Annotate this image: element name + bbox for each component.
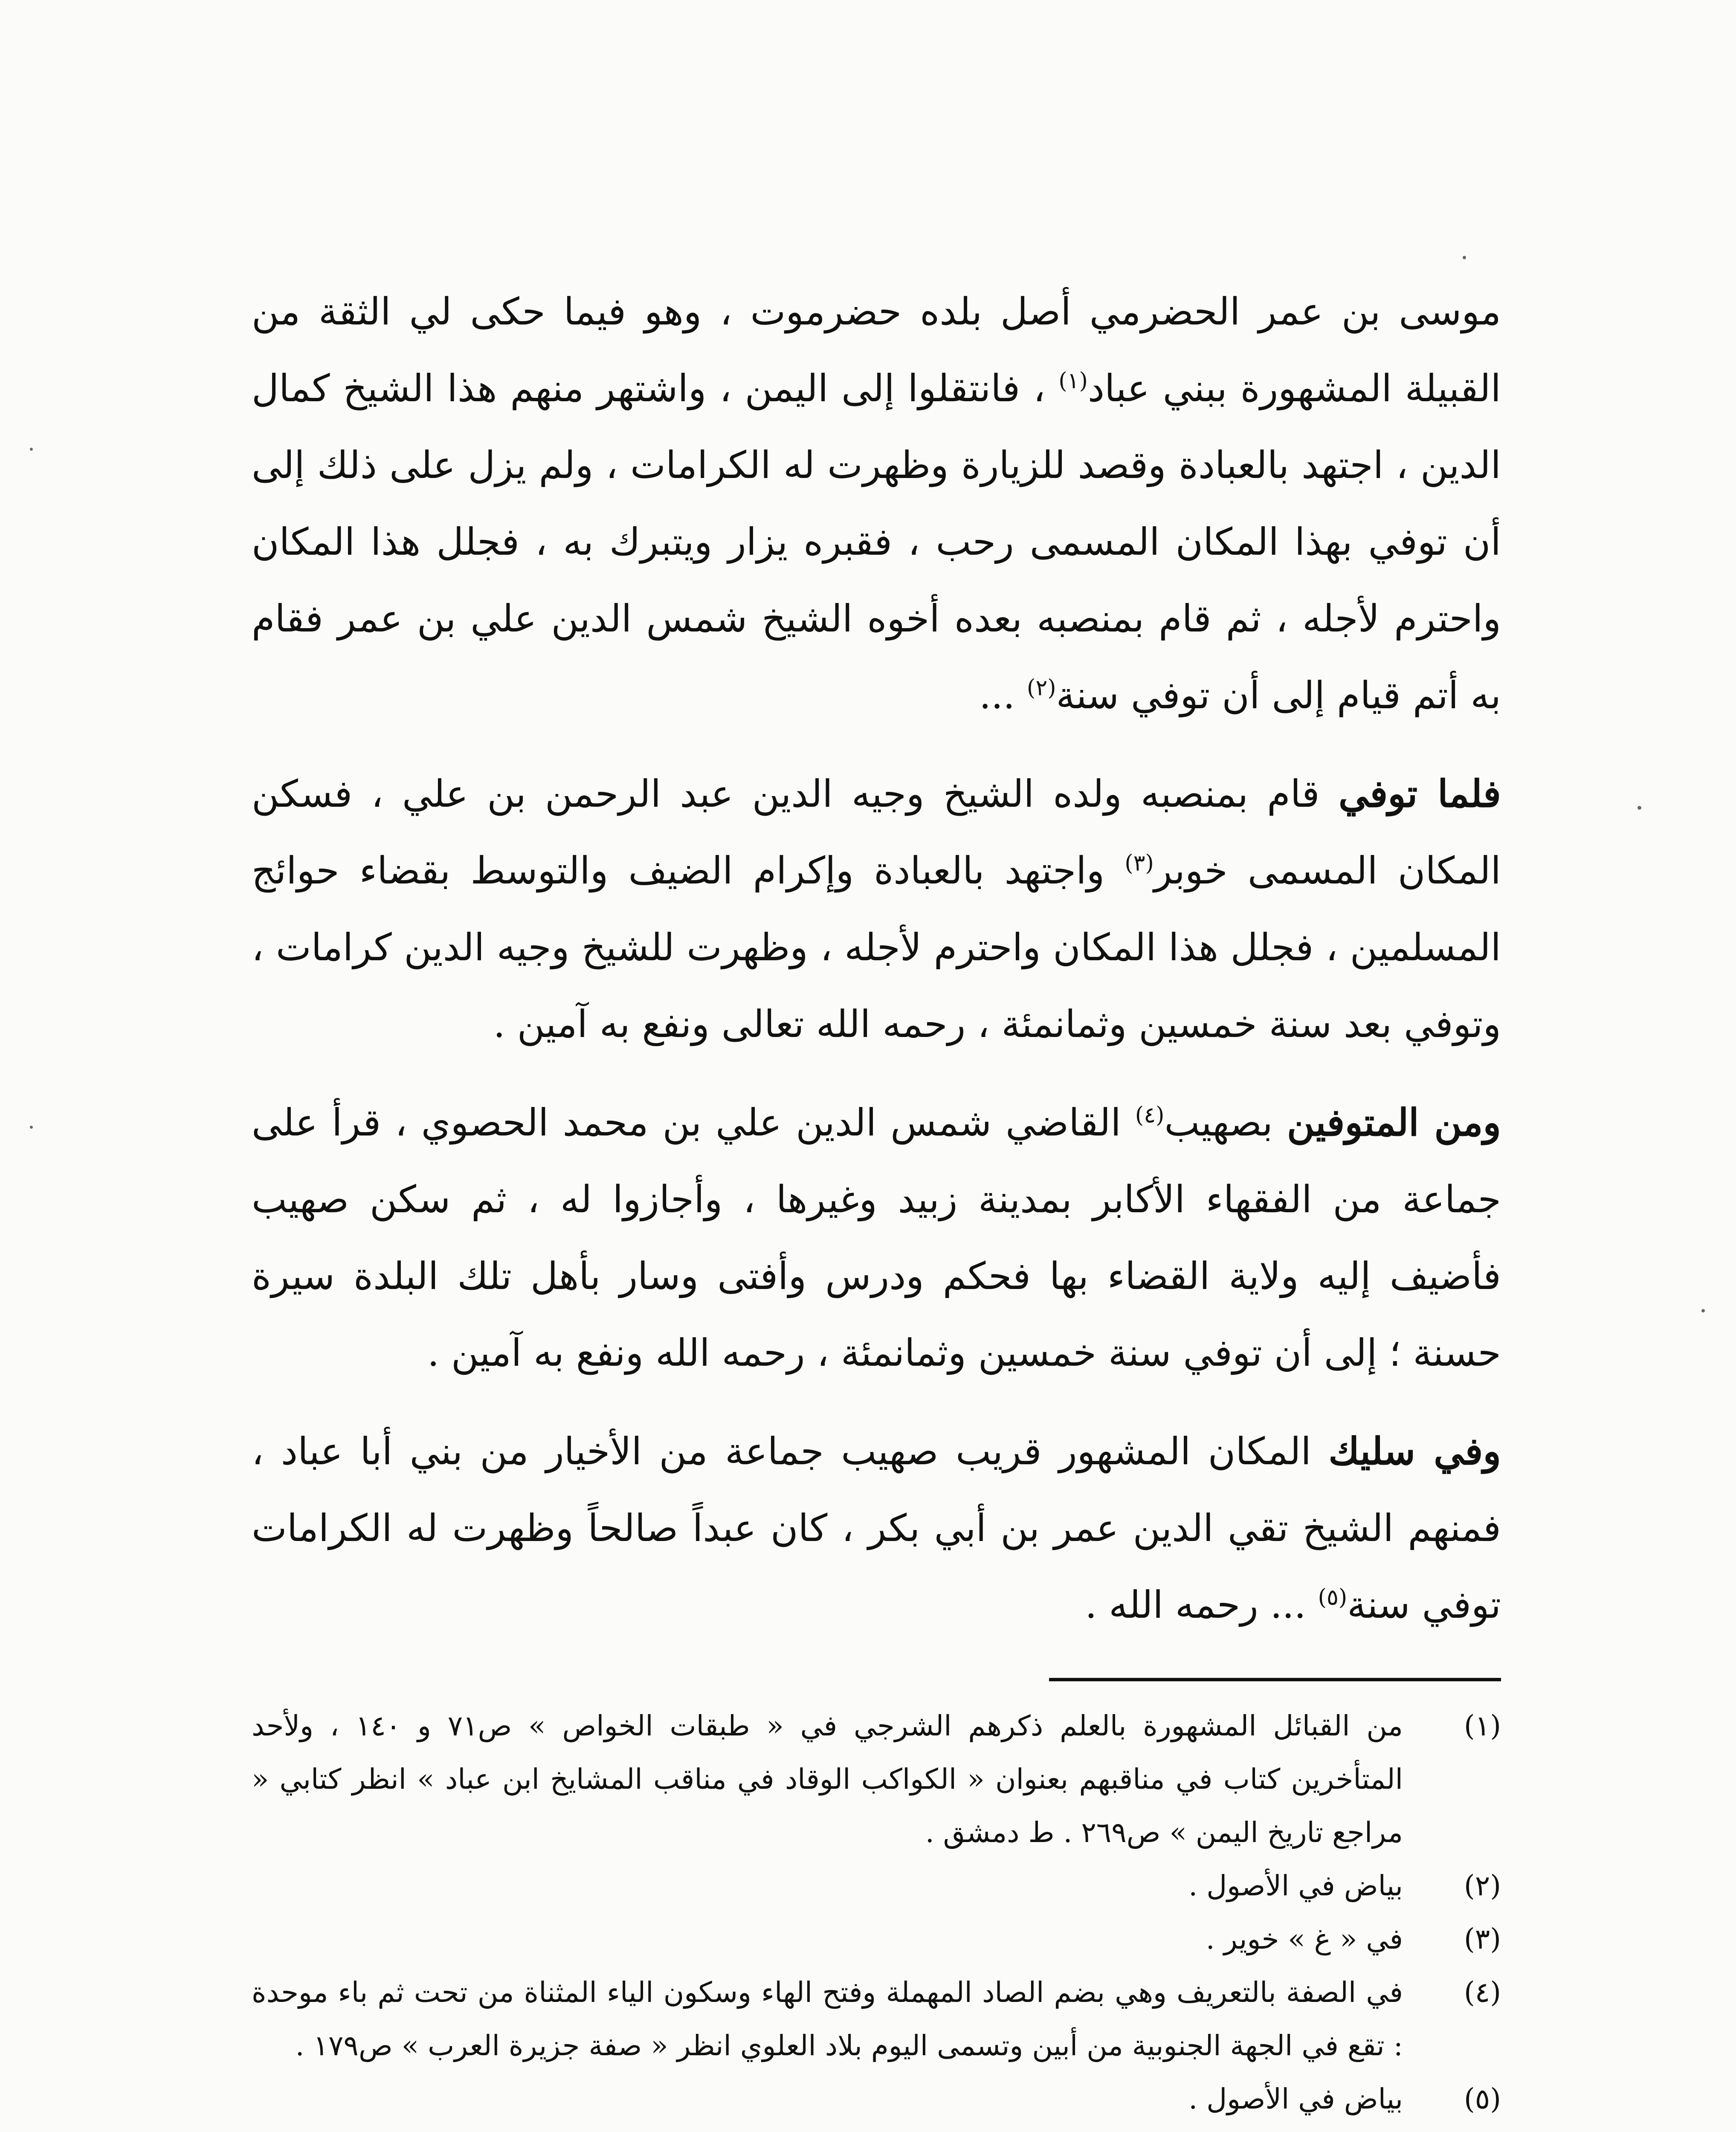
scan-speck	[30, 448, 33, 451]
paragraph-text: المكان المشهور قريب صهيب جماعة من الأخيار من بني أبا عباد ، فمنهم الشيخ تقي الدين عمر بن أبي بكر ، كان عبداً صالحاً وظهرت له الكرامات توفي سنة	[252, 1429, 1501, 1627]
paragraph-1	[252, 273, 1501, 734]
paragraph-text: ، فانتقلوا إلى اليمن ، واشتهر منهم هذا الشيخ كمال الدين ، اجتهد بالعبادة وقصد للزيارة وظهرت له الكرامات ، ولم يزل على ذلك إلى أن توفي بهذا المكان المسمى رحب ، فقبره يزار ويتبرك به ، فجلل هذا المكان واحترم لأجله ، ثم قام بمنصبه بعده أخوه الشيخ شمس الدين علي بن عمر فقام به أتم قيام إلى أن توفي سنة	[252, 366, 1501, 717]
paragraph-3	[252, 1084, 1501, 1391]
footnote-item	[252, 1966, 1501, 2072]
footnote-number: (٥)	[1464, 2083, 1501, 2115]
footnote-number: (٢)	[1464, 1869, 1501, 1902]
footnote-separator	[1049, 1678, 1501, 1681]
footnote-number: (٣)	[1464, 1923, 1501, 1955]
footnote-text: بياض في الأصول .	[1188, 2083, 1403, 2115]
paragraph-lead: فلما توفي	[1338, 771, 1501, 816]
footnote-number: (٤)	[1464, 1976, 1501, 2009]
scan-speck	[1637, 806, 1641, 810]
paragraph-text: قام بمنصبه ولده الشيخ وجيه الدين عبد الرحمن بن علي ، فسكن المكان المسمى خوبر	[252, 772, 1501, 892]
footnote-ref[interactable]: (١)	[1058, 368, 1088, 394]
paragraph-text: ... رحمه الله .	[1085, 1583, 1318, 1627]
footnotes	[252, 1699, 1501, 2126]
footnote-ref[interactable]: (٢)	[1027, 675, 1056, 701]
paragraph-text: ...	[979, 673, 1027, 717]
paragraph-text: موسى بن عمر الحضرمي أصل بلده حضرموت ، وهو فيما حكى لي الثقة من القبيلة المشهورة ببني عباد	[252, 290, 1501, 410]
footnote-item	[252, 2072, 1501, 2126]
footnote-text: بياض في الأصول .	[1188, 1869, 1403, 1902]
footnote-ref[interactable]: (٥)	[1318, 1585, 1348, 1611]
scan-speck	[30, 1126, 33, 1129]
scan-speck	[1701, 1309, 1705, 1312]
paragraph-2	[252, 755, 1501, 1063]
paragraph-text: بصهيب	[1164, 1101, 1287, 1144]
paragraph-lead: ومن المتوفين	[1287, 1100, 1501, 1144]
footnote-text: في « غ » خوير .	[1206, 1923, 1403, 1955]
paragraph-text: القاضي شمس الدين علي بن محمد الحصوي ، قرأ على جماعة من الفقهاء الأكابر بمدينة زبيد وغيرها ، وأجازوا له ، ثم سكن صهيب فأضيف إليه ولاية القضاء بها فحكم ودرس وأفتى وسار بأهل تلك البلدة سيرة حسنة ؛ إلى أن توفي سنة خمسين وثمانمئة ، رحمه الله ونفع به آمين .	[252, 1101, 1501, 1375]
paragraph-text: واجتهد بالعبادة وإكرام الضيف والتوسط بقضاء حوائج المسلمين ، فجلل هذا المكان واحترم لأجله ، وظهرت للشيخ وجيه الدين كرامات ، وتوفي بعد سنة خمسين وثمانمئة ، رحمه الله تعالى ونفع به آمين .	[252, 849, 1501, 1046]
paragraph-lead: وفي سليك	[1328, 1429, 1501, 1473]
footnote-ref[interactable]: (٣)	[1124, 850, 1154, 876]
paragraph-4	[252, 1413, 1501, 1643]
footnote-text: في الصفة بالتعريف وهي بضم الصاد المهملة وفتح الهاء وسكون الياء المثناة من تحت ثم باء موحدة : تقع في الجهة الجنوبية من أبين وتسمى اليوم بلاد العلوي انظر « صفة جزيرة العرب » ص١٧٩ .	[252, 1976, 1403, 2062]
footnote-item	[252, 1912, 1501, 1966]
main-text	[252, 273, 1501, 1665]
footnote-text: من القبائل المشهورة بالعلم ذكرهم الشرجي في « طبقات الخواص » ص٧١ و ١٤٠ ، ولأحد المتأخرين كتاب في مناقبهم بعنوان « الكواكب الوقاد في مناقب المشايخ ابن عباد » انظر كتابي « مراجع تاريخ اليمن » ص٢٦٩ . ط دمشق .	[252, 1709, 1403, 1849]
footnote-item	[252, 1699, 1501, 1859]
footnote-item	[252, 1859, 1501, 1912]
footnote-ref[interactable]: (٤)	[1135, 1102, 1165, 1128]
scan-speck	[1463, 256, 1466, 259]
footnote-number: (١)	[1464, 1709, 1501, 1742]
